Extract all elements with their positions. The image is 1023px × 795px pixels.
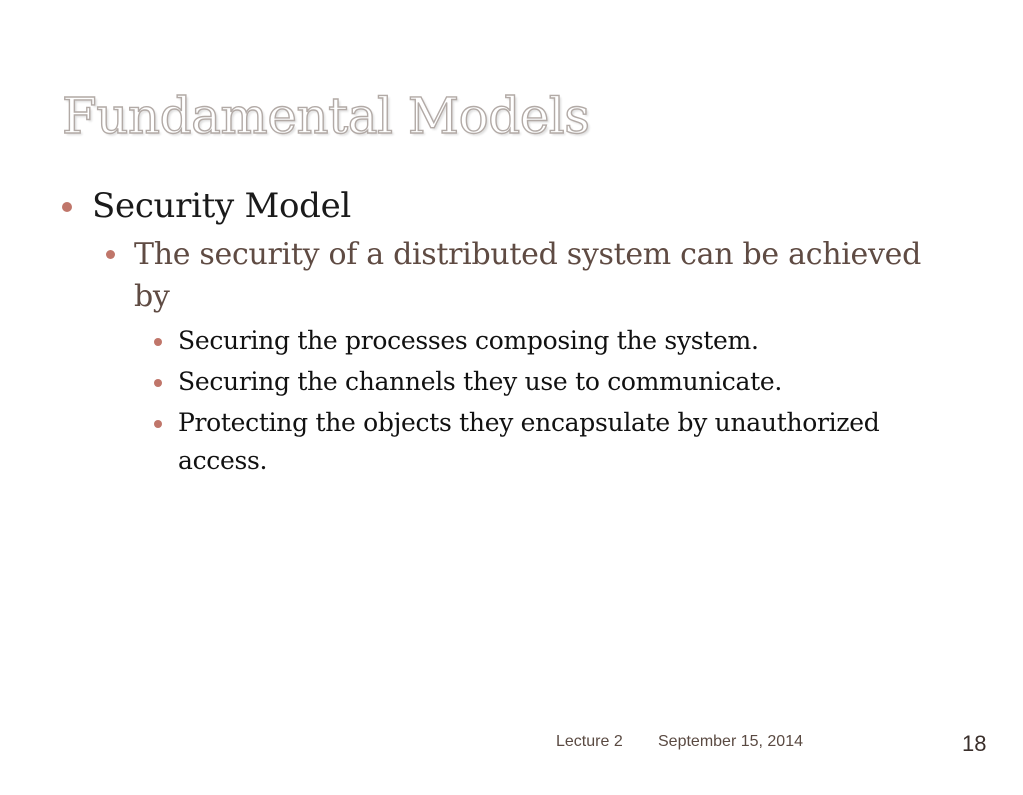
footer-lecture: Lecture 2 <box>556 733 623 750</box>
bullet-securing-processes <box>154 322 944 360</box>
bullet-text: The security of a distributed system can be achieved by <box>134 237 921 314</box>
footer-date: September 15, 2014 <box>658 733 803 750</box>
bullet-text: Security Model <box>92 186 352 226</box>
bullet-text: Protecting the objects they encapsulate by unauthorized access. <box>178 408 880 475</box>
bullet-text: Securing the processes composing the system. <box>178 326 759 355</box>
slide-title: Fundamental Models <box>62 87 590 145</box>
bullet-text: Securing the channels they use to communicate. <box>178 367 782 396</box>
bullet-securing-channels <box>154 363 944 401</box>
bullet-dot-icon <box>154 379 162 387</box>
page-number: 18 <box>962 731 987 756</box>
bullet-security-model <box>62 184 962 228</box>
bullet-dot-icon <box>154 420 162 428</box>
bullet-dot-icon <box>62 202 72 212</box>
bullet-protecting-objects <box>154 404 944 480</box>
bullet-dot-icon <box>106 250 115 259</box>
bullet-dot-icon <box>154 338 162 346</box>
bullet-security-description <box>106 234 936 318</box>
